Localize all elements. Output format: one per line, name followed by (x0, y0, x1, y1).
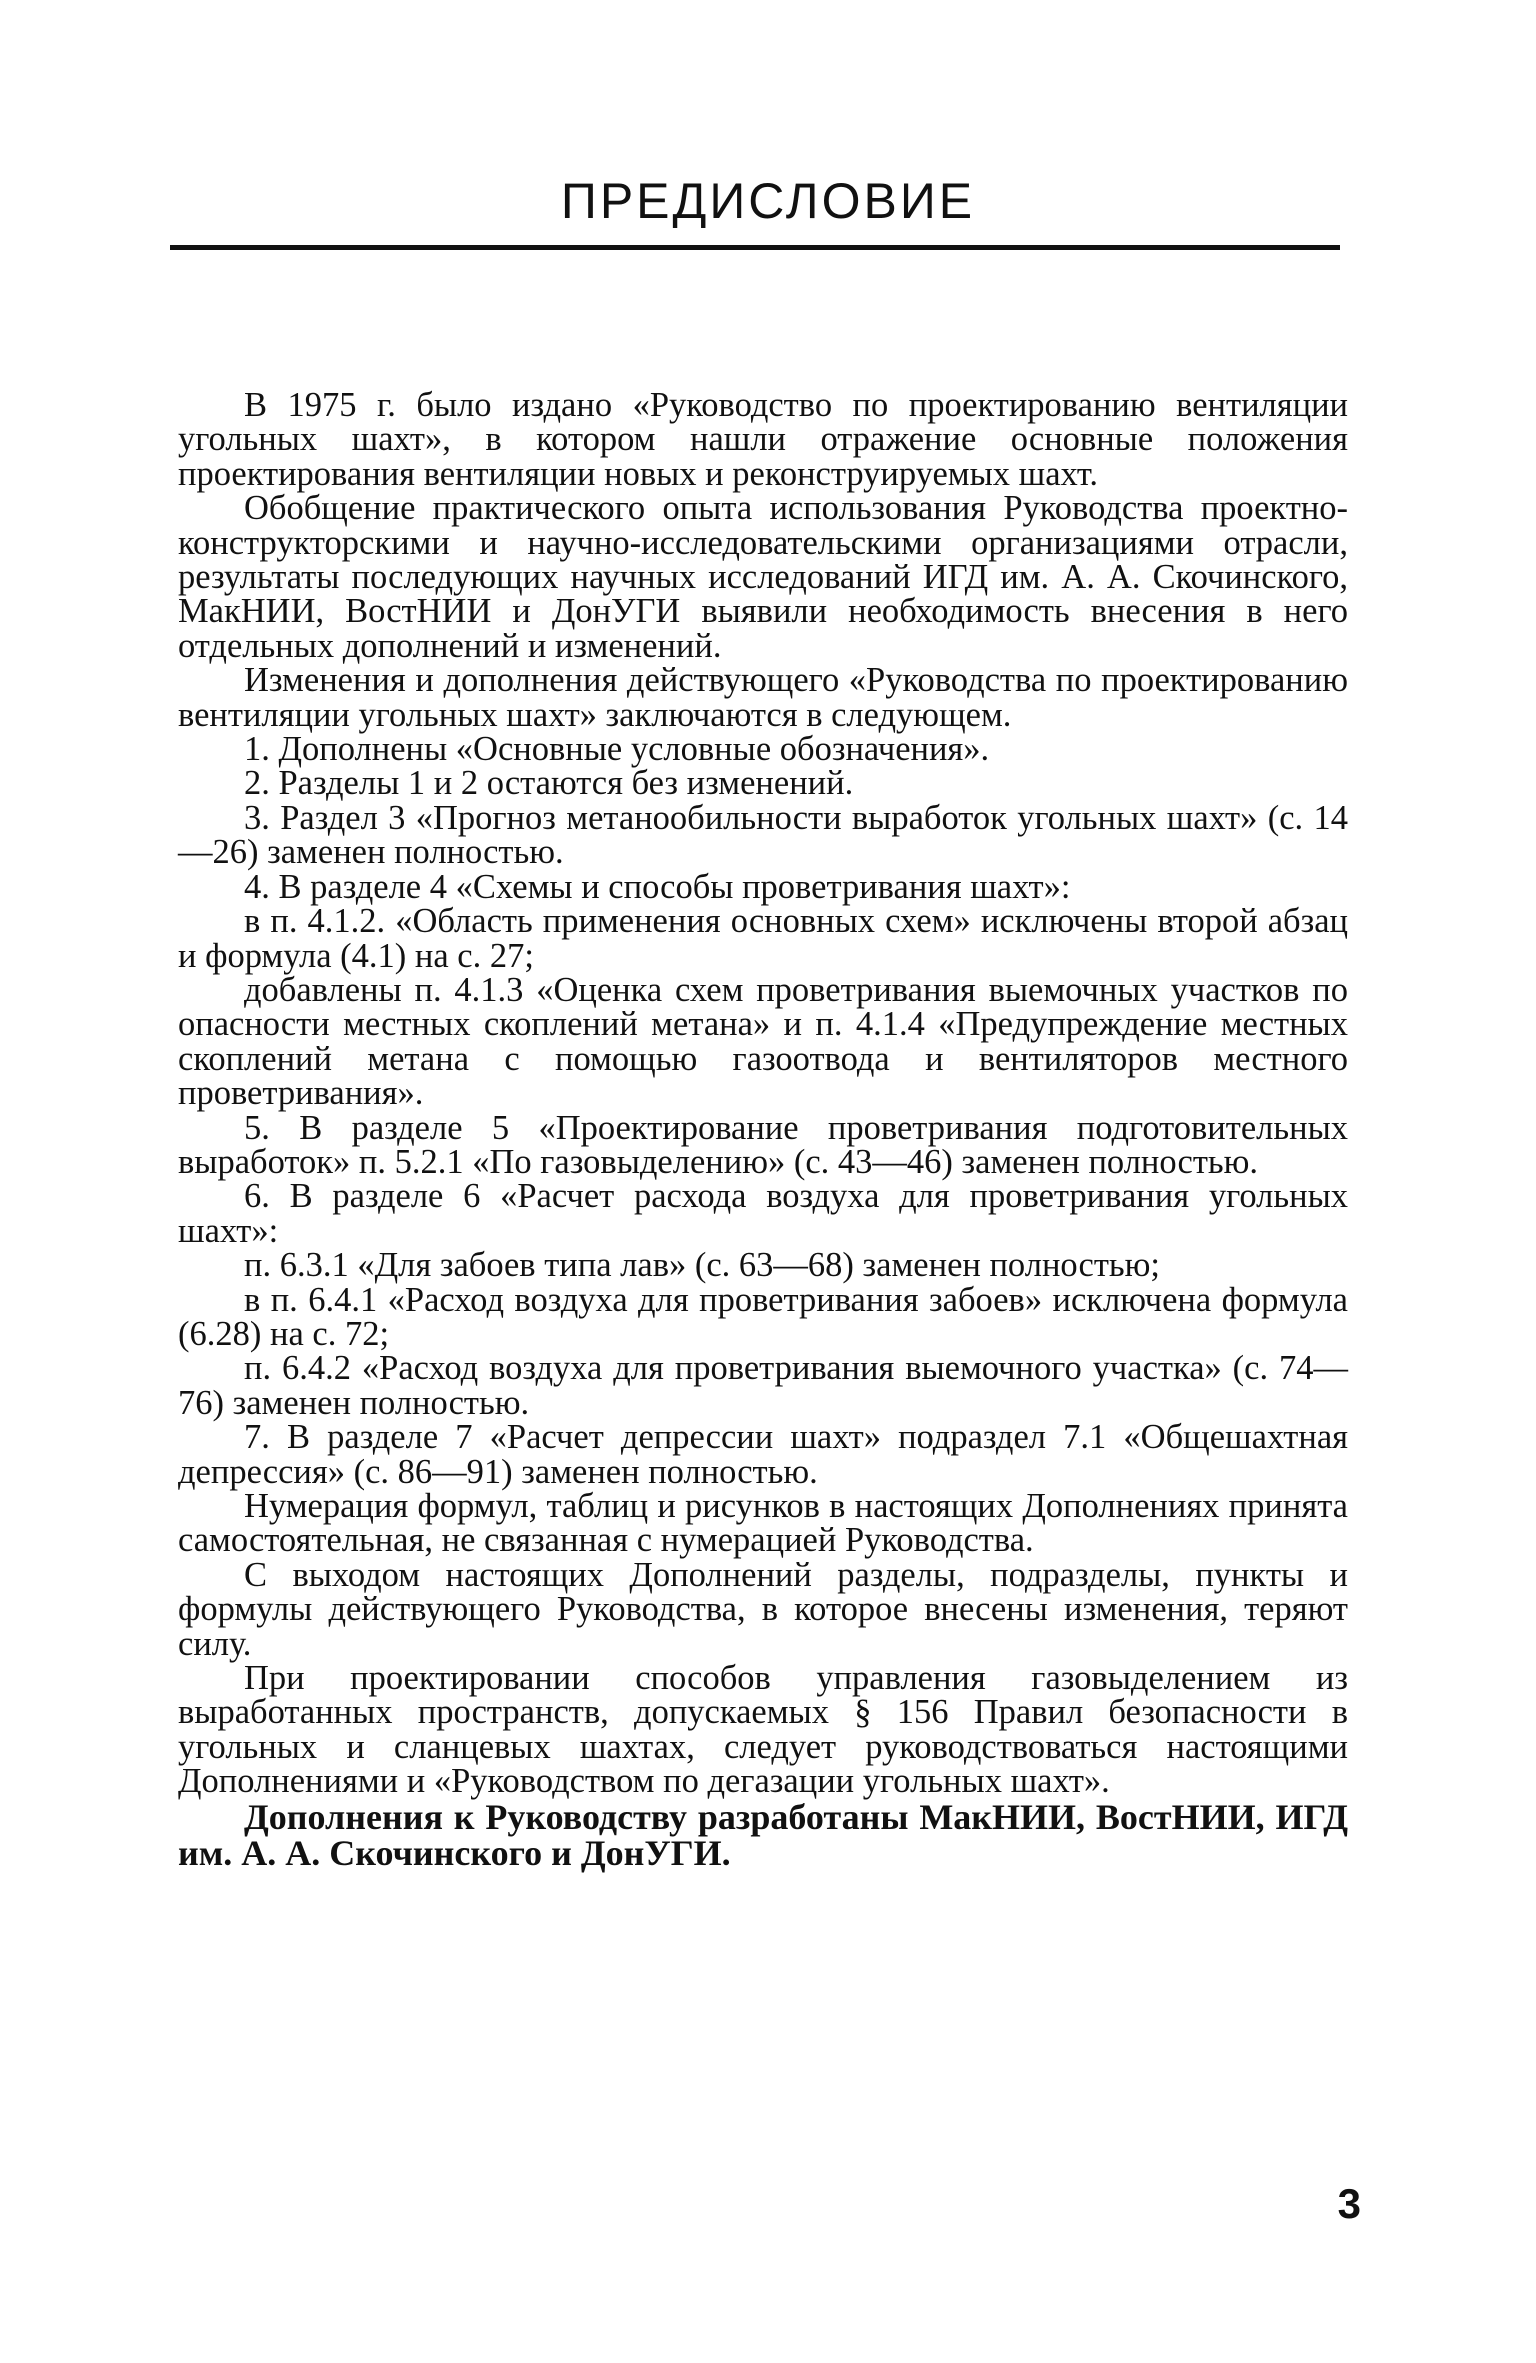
list-item-1: 1. Дополнены «Основные условные обозначения». (244, 730, 990, 769)
list-item-4-sub-1: в п. 4.1.2. «Область применения основных схем» исключены второй абзац и формула (4.1) на с. 27; (178, 902, 1348, 975)
paragraph-experience: Обобщение практического опыта использования Руководства проектно-конструкторскими и научно-исследовательскими организациями отрасли, результаты последующих научных исследований ИГД им. А. А. Скочинского, МакНИИ, ВостНИИ и ДонУГИ выявили необходимость внесения в него отдельных дополнений и изменений. (178, 489, 1348, 665)
list-item-4-sub-2: добавлены п. 4.1.3 «Оценка схем проветривания выемочных участков по опасности местных скоплений метана» и п. 4.1.4 «Предупреждение местных скоплений метана с помощью газоотвода и вентиляторов местного проветривания». (178, 970, 1348, 1113)
paragraph-gas-management: При проектировании способов управления газовыделением из выработанных пространств, допускаемых § 156 Правил безопасности в угольных и сланцевых шахтах, следует руководствоваться настоящими Дополнениями и «Руководством по дегазации угольных шахт». (178, 1659, 1348, 1801)
list-item-6-sub-3: п. 6.4.2 «Расход воздуха для проветривания выемочного участка» (с. 74—76) заменен полностью. (178, 1349, 1348, 1422)
body-text (178, 388, 1348, 1871)
paragraph-validity: С выходом настоящих Дополнений разделы, подразделы, пункты и формулы действующего Руководства, в которое внесены изменения, теряют силу. (178, 1555, 1348, 1663)
list-item-7: 7. В разделе 7 «Расчет депрессии шахт» подраздел 7.1 «Общешахтная депрессия» (с. 86—91) заменен полностью. (178, 1418, 1348, 1491)
page-number: 3 (1337, 2180, 1361, 2227)
list-item-6-sub-2: в п. 6.4.1 «Расход воздуха для проветривания забоев» исключена формула (6.28) на с. 72; (178, 1280, 1348, 1353)
title-underline (170, 245, 1340, 250)
list-item-3: 3. Раздел 3 «Прогноз метанообильности выработок угольных шахт» (с. 14—26) заменен полностью. (178, 798, 1348, 872)
paragraph-numbering: Нумерация формул, таблиц и рисунков в настоящих Дополнениях принята самостоятельная, не связанная с нумерацией Руководства. (178, 1487, 1348, 1560)
list-item-6-sub-1: п. 6.3.1 «Для забоев типа лав» (с. 63—68) заменен полностью; (244, 1246, 1161, 1285)
paragraph-changes-intro: Изменения и дополнения действующего «Руководства по проектированию вентиляции угольных шахт» заключаются в следующем. (178, 661, 1348, 734)
list-item-4: 4. В разделе 4 «Схемы и способы проветривания шахт»: (244, 867, 1071, 906)
paragraph-intro: В 1975 г. было издано «Руководство по проектированию вентиляции угольных шахт», в котором нашли отражение основные положения проектирования вентиляции новых и реконструируемых шахт. (178, 386, 1348, 493)
paragraph-authors: Дополнения к Руководству разработаны МакНИИ, ВостНИИ, ИГД им. А. А. Скочинского и ДонУГИ. (178, 1796, 1348, 1873)
list-item-2: 2. Разделы 1 и 2 остаются без изменений. (244, 764, 854, 803)
list-item-6: 6. В разделе 6 «Расчет расхода воздуха для проветривания угольных шахт»: (178, 1177, 1348, 1250)
list-item-5: 5. В разделе 5 «Проектирование проветривания подготовительных выработок» п. 5.2.1 «По газовыделению» (с. 43—46) заменен полностью. (178, 1108, 1348, 1181)
page-title: ПРЕДИСЛОВИЕ (560, 173, 976, 229)
